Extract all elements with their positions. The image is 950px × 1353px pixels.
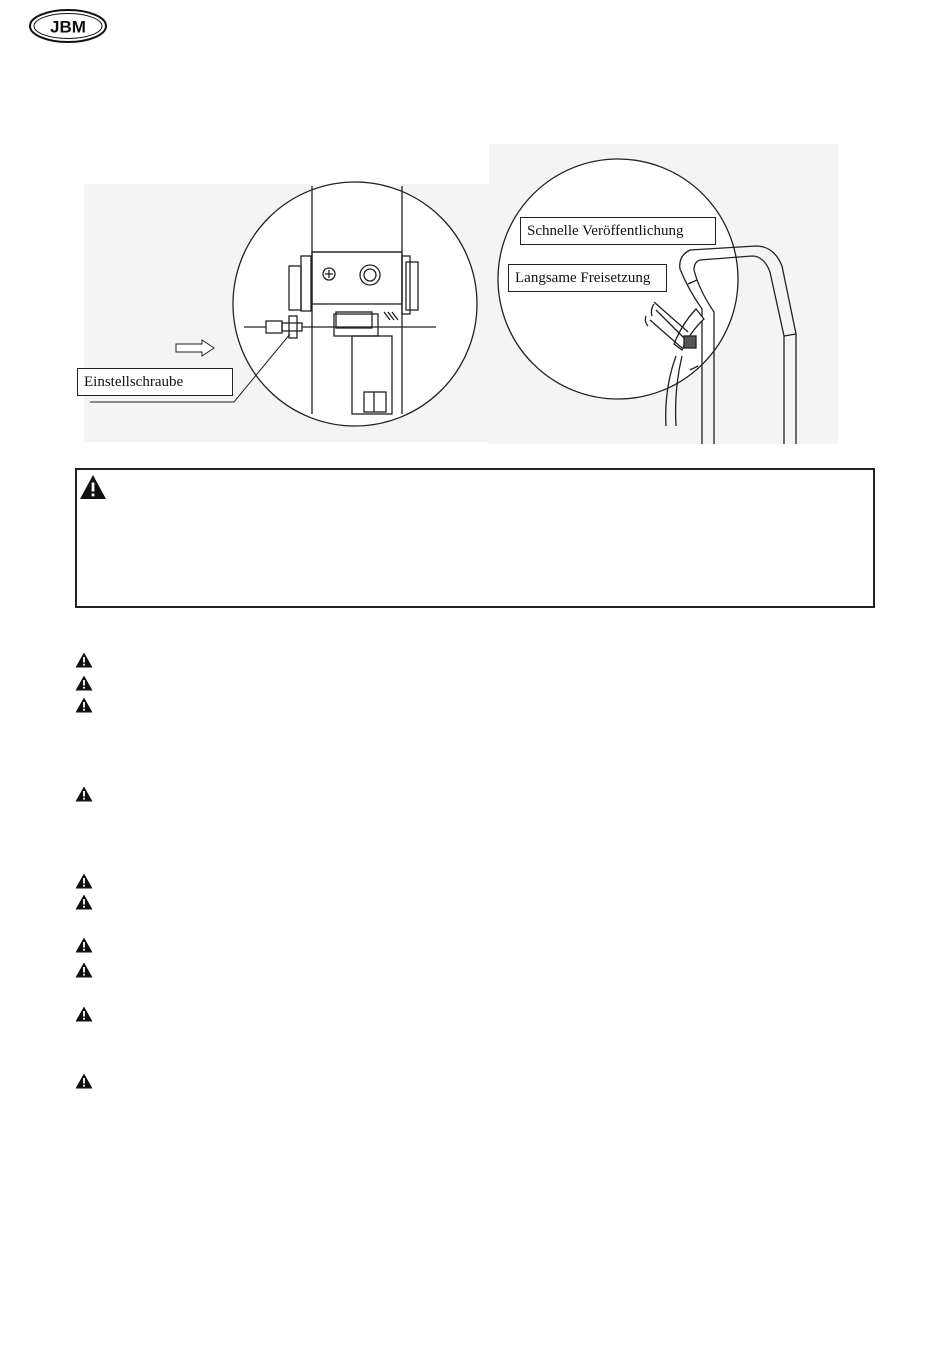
callout-fast-release: Schnelle Veröffentlichung — [520, 217, 716, 245]
warning-triangle-icon — [75, 1006, 93, 1022]
pump-valve-detail — [233, 182, 477, 426]
warning-triangle-icon — [75, 786, 93, 802]
warning-triangle-icon — [75, 962, 93, 978]
figure-diagram — [84, 144, 838, 444]
warning-box — [75, 468, 875, 608]
warning-triangle-icon — [75, 873, 93, 889]
warning-triangle-icon — [75, 937, 93, 953]
logo-text: JBM — [50, 17, 86, 37]
figure-drawing — [84, 144, 838, 444]
warning-triangle-icon — [75, 652, 93, 668]
warning-triangle-icon — [75, 675, 93, 691]
warning-triangle-icon — [79, 474, 107, 500]
warning-triangle-icon — [75, 697, 93, 713]
jbm-logo — [28, 8, 108, 44]
warning-triangle-icon — [75, 894, 93, 910]
warning-triangle-icon — [75, 1073, 93, 1089]
callout-slow-release: Langsame Freisetzung — [508, 264, 667, 292]
callout-adjust-screw: Einstellschraube — [77, 368, 233, 396]
